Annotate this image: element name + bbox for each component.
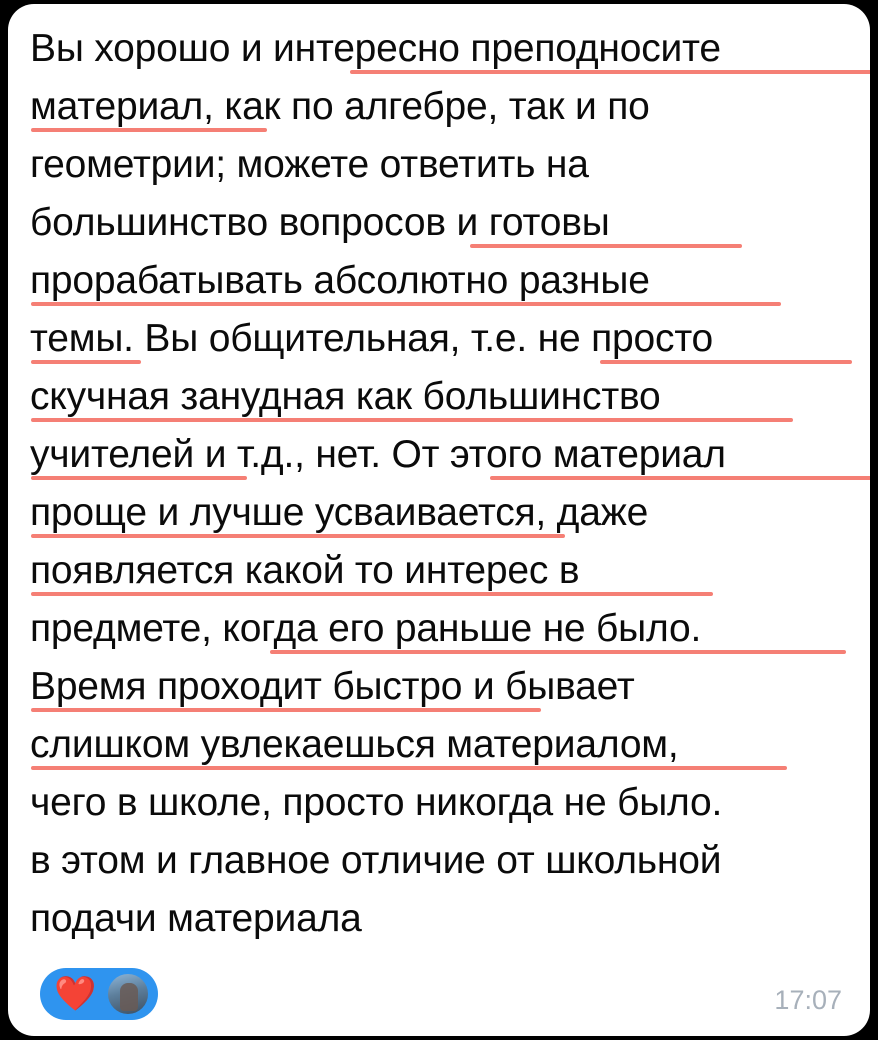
message-line: чего в школе, просто никогда не было. [30,781,723,824]
message-line: предмете, когда его раньше не было. [30,607,702,650]
message-timestamp: 17:07 [774,985,842,1015]
underline-mark [270,650,846,654]
underline-mark [31,592,713,596]
underline-mark [31,534,565,538]
underline-mark [31,708,541,712]
message-line: в этом и главное отличие от школьной [30,839,722,882]
message-line: слишком увлекаешься материалом, [30,723,679,766]
underline-mark [470,244,742,248]
message-line: проще и лучше усваивается, даже [30,491,649,534]
message-line: Время проходит быстро и бывает [30,665,635,708]
message-line: большинство вопросов и готовы [30,201,610,244]
message-line: подачи материала [30,897,362,940]
underline-mark [600,360,852,364]
message-text [30,20,850,948]
message-bubble[interactable] [8,4,870,1036]
message-footer [30,956,848,1022]
message-line: геометрии; можете ответить на [30,143,589,186]
underline-mark [31,360,141,364]
message-line: темы. Вы общительная, т.е. не просто [30,317,714,360]
message-line: скучная занудная как большинство [30,375,661,418]
reaction-badge[interactable] [40,968,158,1020]
message-line: прорабатывать абсолютно разные [30,259,650,302]
avatar[interactable] [106,972,150,1016]
underline-mark [350,70,870,74]
message-line: появляется какой то интерес в [30,549,580,592]
underline-mark [31,302,781,306]
message-line: материал, как по алгебре, так и по [30,85,650,128]
message-line: учителей и т.д., нет. От этого материал [30,433,726,476]
underline-mark [31,128,267,132]
underline-mark [31,418,793,422]
heart-icon[interactable]: ❤️ [54,975,97,1013]
underline-mark [31,476,247,480]
message-line: Вы хорошо и интересно преподносите [30,27,721,70]
underline-mark [490,476,870,480]
underline-mark [31,766,787,770]
